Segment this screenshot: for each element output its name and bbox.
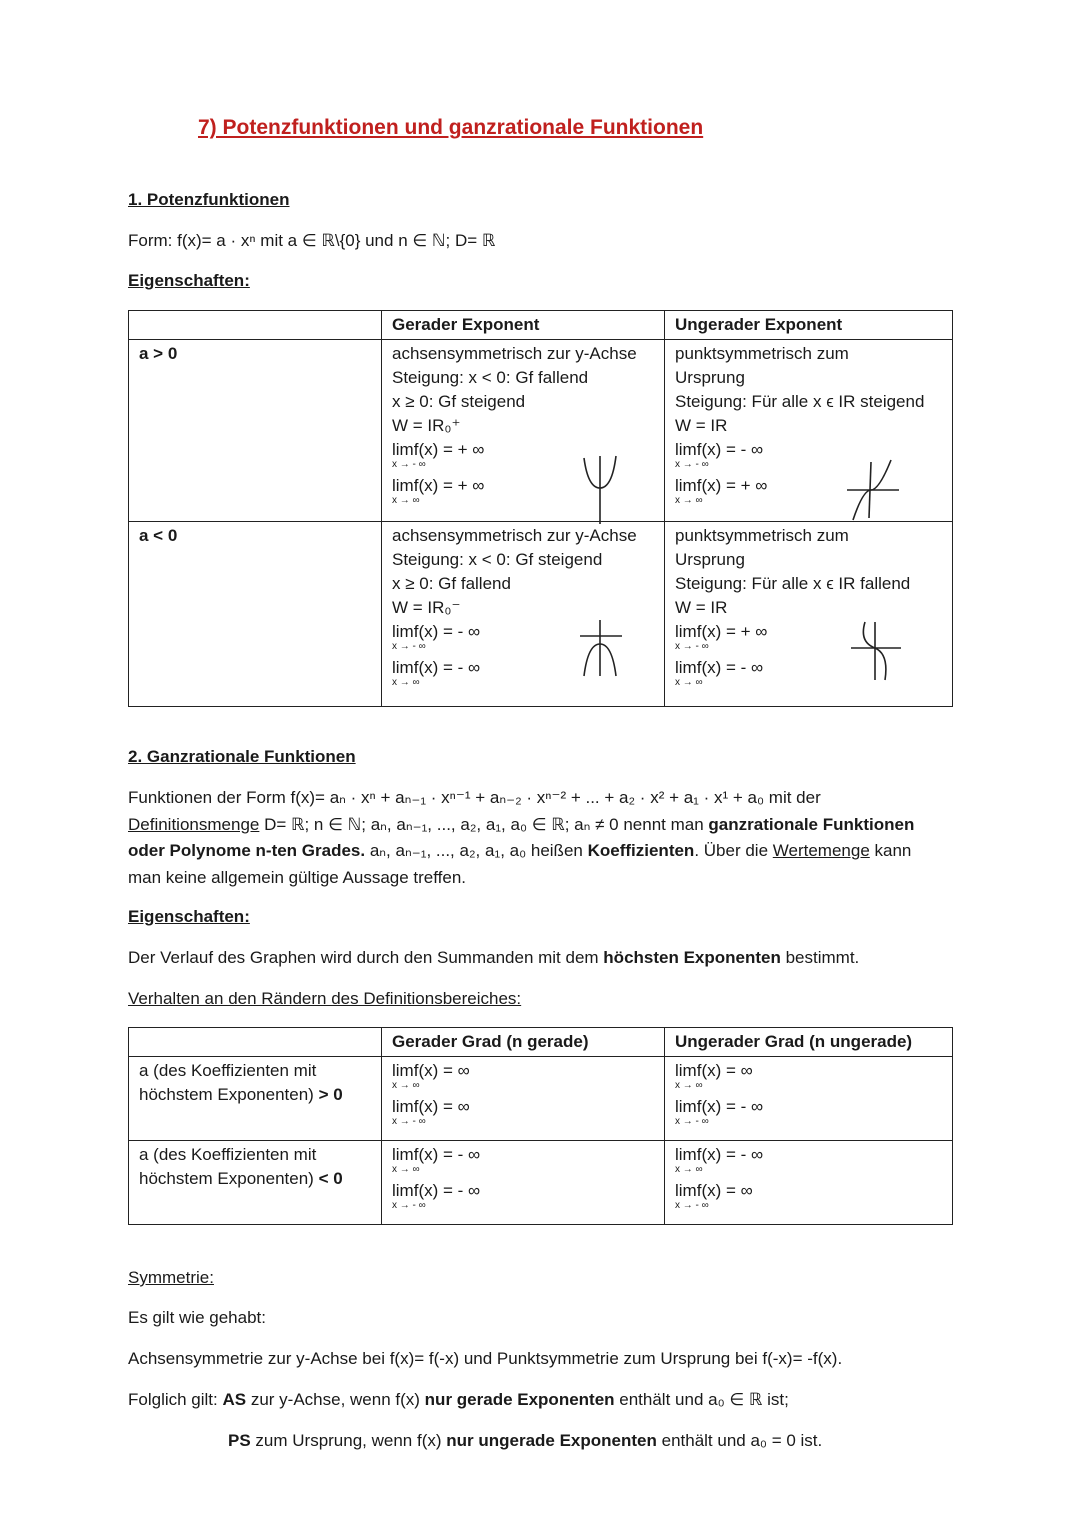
limit-subscript: x → - ∞ — [675, 459, 709, 470]
term-wertemenge: Wertemenge — [772, 841, 870, 860]
text-run: aₙ, aₙ₋₁, ..., a₂, a₁, a₀ heißen — [365, 841, 588, 860]
table-corner — [129, 311, 382, 340]
gehabt-text: Es gilt wie gehabt: — [128, 1308, 266, 1327]
header-odd-degree: Ungerader Grad (n ungerade) — [665, 1028, 953, 1057]
limit-line: limf(x) = - ∞ — [392, 622, 481, 641]
row-label-line: a (des Koeffizienten mit — [139, 1145, 317, 1164]
achsensymmetrie-text: Achsensymmetrie zur y-Achse bei f(x)= f(-x) und Punktsymmetrie zum Ursprung bei f(-x)= -f(x). — [128, 1349, 843, 1368]
para-line: Funktionen der Form f(x)= aₙ · xⁿ + aₙ₋₁ · xⁿ⁻¹ + aₙ₋₂ · xⁿ⁻² + ... + a₂ · x² + a₁ · x¹ + a₀ mit der — [128, 788, 821, 807]
limit-line: limf(x) = + ∞ — [392, 476, 485, 495]
text-run: D= ℝ; n ∈ ℕ; aₙ, aₙ₋₁, ..., a₂, a₁, a₀ ∈ ℝ; aₙ ≠ 0 nennt man — [259, 814, 709, 834]
limit-line: limf(x) = ∞ — [392, 1061, 470, 1080]
limit-line: limf(x) = - ∞ — [675, 440, 764, 459]
limit-line: limf(x) = - ∞ — [675, 1097, 764, 1116]
raender-heading: Verhalten an den Rändern des Definitionsbereiches: — [128, 989, 522, 1008]
limit-subscript: x → ∞ — [675, 677, 703, 688]
limit-line: limf(x) = ∞ — [675, 1061, 753, 1080]
cell-line: Steigung: x < 0: Gf fallend — [392, 368, 589, 387]
text-run: zum Ursprung, wenn f(x) — [250, 1431, 447, 1450]
header-even-exponent: Gerader Exponent — [382, 311, 665, 340]
parabola-down-sketch-icon — [572, 614, 628, 684]
cell-line: punktsymmetrisch zum — [675, 526, 849, 545]
row-label-a-negative: a < 0 — [129, 522, 382, 707]
limit-subscript: x → ∞ — [392, 1164, 420, 1175]
limit-line: limf(x) = + ∞ — [392, 440, 485, 459]
cell-line: achsensymmetrisch zur y-Achse — [392, 344, 637, 363]
text-run: höchstem Exponenten) — [139, 1085, 319, 1104]
symmetrie-heading: Symmetrie: — [128, 1268, 214, 1287]
row-label-line: a (des Koeffizienten mit — [139, 1061, 317, 1080]
limit-subscript: x → ∞ — [675, 1164, 703, 1175]
table-corner — [129, 1028, 382, 1057]
ps-text — [228, 1429, 822, 1453]
row-label-leading-negative — [129, 1141, 382, 1225]
cell-line: x ≥ 0: Gf fallend — [392, 574, 511, 593]
cell-neg-odd — [665, 522, 953, 707]
row-label-line — [139, 1083, 371, 1107]
cell-pos-even-degree — [382, 1057, 665, 1141]
limit-line: limf(x) = ∞ — [675, 1181, 753, 1200]
text-run: enthält und a₀ ∈ ℝ ist; — [614, 1390, 789, 1409]
cell-line: Ursprung — [675, 368, 745, 387]
eigenschaften-heading-2: Eigenschaften: — [128, 907, 250, 926]
term-ps: PS — [228, 1431, 251, 1450]
limit-subscript: x → - ∞ — [675, 1116, 709, 1127]
limit-subscript: x → - ∞ — [392, 459, 426, 470]
cell-line: W = IR — [675, 598, 728, 617]
limit-subscript: x → - ∞ — [392, 1116, 426, 1127]
limit-subscript: x → ∞ — [392, 495, 420, 506]
term-ungerade-exponenten: nur ungerade Exponenten — [446, 1431, 657, 1450]
page-title: 7) Potenzfunktionen und ganzrationale Funktionen — [198, 116, 704, 139]
cell-line: W = IR — [675, 416, 728, 435]
text-run: Der Verlauf des Graphen wird durch den Summanden mit dem — [128, 948, 604, 967]
term-koeffizienten: Koeffizienten — [587, 841, 695, 860]
para-line — [128, 812, 958, 839]
folglich-text — [128, 1388, 789, 1412]
cell-line: x ≥ 0: Gf steigend — [392, 392, 526, 411]
verlauf-text — [128, 946, 859, 970]
term-gerade-exponenten: nur gerade Exponenten — [424, 1390, 615, 1409]
limit-subscript: x → - ∞ — [392, 641, 426, 652]
limit-subscript: x → ∞ — [675, 495, 703, 506]
header-even-degree: Gerader Grad (n gerade) — [382, 1028, 665, 1057]
cubic-falling-sketch-icon — [845, 614, 905, 686]
parabola-up-sketch-icon — [578, 452, 626, 532]
term-as: AS — [222, 1390, 247, 1409]
form-definition: Form: f(x)= a · xⁿ mit a ∈ ℝ\{0} und n ∈ ℕ; D= ℝ — [128, 231, 496, 250]
cell-line: Ursprung — [675, 550, 745, 569]
text-run: bestimmt. — [780, 948, 860, 967]
para-line: man keine allgemein gültige Aussage treffen. — [128, 867, 467, 887]
term-polynome: oder Polynome n-ten Grades. — [128, 841, 366, 860]
limit-subscript: x → - ∞ — [675, 1200, 709, 1211]
cell-line: achsensymmetrisch zur y-Achse — [392, 526, 637, 545]
limit-subscript: x → ∞ — [392, 1080, 420, 1091]
limit-subscript: x → - ∞ — [675, 641, 709, 652]
cell-line: W = IR₀⁻ — [392, 598, 461, 617]
cubic-rising-sketch-icon — [841, 456, 905, 526]
sign-label: > 0 — [318, 1085, 343, 1104]
cell-line: punktsymmetrisch zum — [675, 344, 849, 363]
eigenschaften-heading-1: Eigenschaften: — [128, 271, 250, 290]
text-run: zur y-Achse, wenn f(x) — [246, 1390, 425, 1409]
row-label-leading-positive — [129, 1057, 382, 1141]
section1-heading: 1. Potenzfunktionen — [128, 190, 290, 209]
limit-subscript: x → - ∞ — [392, 1200, 426, 1211]
cell-line: Steigung: Für alle x ϵ IR fallend — [675, 574, 911, 593]
cell-pos-odd — [665, 340, 953, 522]
header-odd-exponent: Ungerader Exponent — [665, 311, 953, 340]
text-run: Folglich gilt: — [128, 1390, 223, 1409]
term-ganzrational: ganzrationale Funktionen — [708, 814, 915, 834]
text-run: enthält und a₀ = 0 ist. — [656, 1431, 823, 1450]
section2-heading: 2. Ganzrationale Funktionen — [128, 747, 356, 766]
cell-line: Steigung: Für alle x ϵ IR steigend — [675, 392, 925, 411]
cell-line: Steigung: x < 0: Gf steigend — [392, 550, 603, 569]
cell-neg-odd-degree — [665, 1141, 953, 1225]
row-label-a-positive: a > 0 — [129, 340, 382, 522]
text-run: höchstem Exponenten) — [139, 1169, 319, 1188]
row-label-line — [139, 1167, 371, 1191]
limit-subscript: x → ∞ — [392, 677, 420, 688]
cell-pos-even — [382, 340, 665, 522]
limit-line: limf(x) = + ∞ — [675, 476, 768, 495]
sign-label: < 0 — [318, 1169, 343, 1188]
cell-line: W = IR₀⁺ — [392, 416, 461, 435]
limit-line: limf(x) = - ∞ — [675, 1145, 764, 1164]
limit-line: limf(x) = - ∞ — [392, 1145, 481, 1164]
limit-line: limf(x) = - ∞ — [675, 658, 764, 677]
limit-subscript: x → ∞ — [675, 1080, 703, 1091]
polynomial-behavior-table — [128, 1027, 953, 1225]
cell-neg-even — [382, 522, 665, 707]
para-line — [128, 838, 958, 865]
cell-neg-even-degree — [382, 1141, 665, 1225]
power-function-table — [128, 310, 953, 707]
limit-line: limf(x) = - ∞ — [392, 658, 481, 677]
limit-line: limf(x) = ∞ — [392, 1097, 470, 1116]
limit-line: limf(x) = - ∞ — [392, 1181, 481, 1200]
cell-pos-odd-degree — [665, 1057, 953, 1141]
polynomial-definition-paragraph — [128, 785, 958, 891]
term-hoechster-exponent: höchsten Exponenten — [603, 948, 781, 967]
term-definitionsmenge: Definitionsmenge — [128, 814, 260, 834]
limit-line: limf(x) = + ∞ — [675, 622, 768, 641]
text-run: . Über die — [694, 841, 773, 860]
text-run: kann — [869, 841, 912, 860]
